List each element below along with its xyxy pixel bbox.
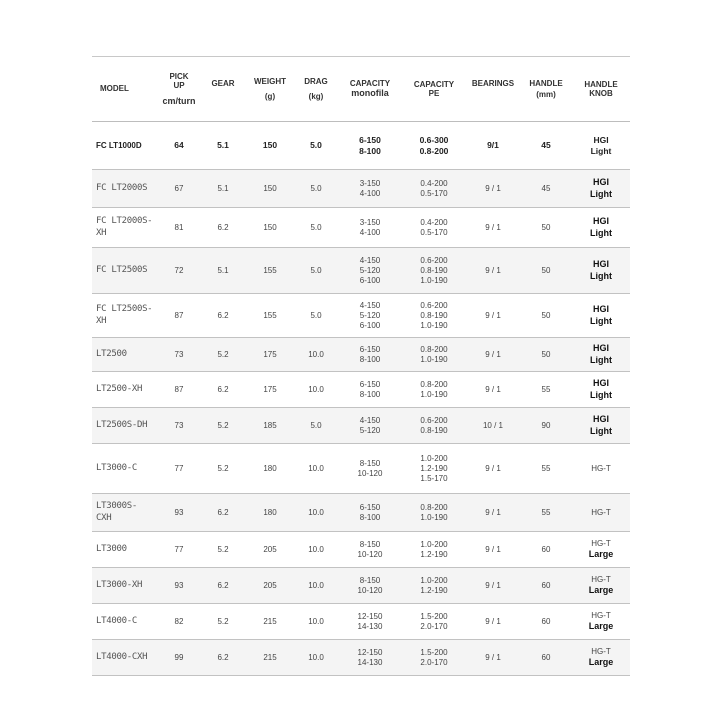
cell-gear: 5.2 bbox=[200, 444, 246, 494]
cell-line: 2.0-170 bbox=[420, 621, 448, 631]
table-row bbox=[92, 170, 630, 208]
cell-pickup: 77 bbox=[158, 532, 200, 568]
table-row bbox=[92, 532, 630, 568]
cell-line: 10-120 bbox=[357, 468, 383, 478]
cell-line: LT3000-XH bbox=[96, 579, 143, 590]
cell-line: 6-100 bbox=[359, 320, 381, 330]
cell-handle-knob bbox=[572, 122, 630, 170]
cell-capacity-pe bbox=[402, 208, 466, 248]
cell-drag: 10.0 bbox=[294, 372, 338, 408]
cell-line: 1.5-170 bbox=[420, 473, 448, 483]
cell-line: 6-150 bbox=[359, 379, 381, 389]
cell-handle: 50 bbox=[520, 294, 572, 338]
cell-line: LT3000S- bbox=[96, 501, 137, 512]
cell-line: 1.2-190 bbox=[420, 549, 448, 559]
cell-bearings: 9 / 1 bbox=[466, 208, 520, 248]
cell-weight: 215 bbox=[246, 604, 294, 640]
cell-model bbox=[92, 294, 158, 338]
knob-line: Large bbox=[588, 584, 614, 595]
cell-capacity-mono bbox=[338, 444, 402, 494]
knob-line: Large bbox=[588, 656, 614, 667]
knob-line: Large bbox=[588, 548, 614, 559]
cell-handle: 60 bbox=[520, 640, 572, 676]
knob-line: HGI bbox=[592, 216, 609, 227]
table-row bbox=[92, 122, 630, 170]
cell-handle-knob bbox=[572, 372, 630, 408]
cell-line: 0.4-200 bbox=[420, 178, 448, 188]
cell-handle-knob bbox=[572, 338, 630, 372]
cell-line: 3-150 bbox=[359, 178, 381, 188]
cell-pickup: 73 bbox=[158, 408, 200, 444]
header-pickup: PICK UP cm/turn bbox=[158, 57, 200, 122]
cell-capacity-mono bbox=[338, 604, 402, 640]
cell-handle-knob bbox=[572, 444, 630, 494]
cell-line: 8-150 bbox=[359, 458, 381, 468]
cell-gear: 5.1 bbox=[200, 170, 246, 208]
cell-line: LT4000-C bbox=[96, 615, 137, 626]
cell-pickup: 73 bbox=[158, 338, 200, 372]
cell-line: 5-120 bbox=[359, 265, 381, 275]
cell-line: 6-100 bbox=[359, 275, 381, 285]
cell-drag: 10.0 bbox=[294, 640, 338, 676]
cell-gear: 5.1 bbox=[200, 122, 246, 170]
knob-line: HG-T bbox=[591, 610, 611, 620]
cell-pickup: 81 bbox=[158, 208, 200, 248]
cell-weight: 155 bbox=[246, 248, 294, 294]
cell-drag: 10.0 bbox=[294, 568, 338, 604]
cell-handle-knob bbox=[572, 532, 630, 568]
knob-line: HGI bbox=[592, 259, 609, 270]
cell-line: 6-150 bbox=[359, 502, 381, 512]
cell-capacity-mono bbox=[338, 170, 402, 208]
knob-line: HGI bbox=[592, 304, 609, 315]
cell-weight: 180 bbox=[246, 494, 294, 532]
cell-line: 1.5-200 bbox=[420, 611, 448, 621]
cell-capacity-mono bbox=[338, 532, 402, 568]
cell-line: CXH bbox=[96, 512, 112, 523]
cell-handle: 60 bbox=[520, 532, 572, 568]
cell-capacity-pe bbox=[402, 568, 466, 604]
cell-model bbox=[92, 532, 158, 568]
cell-line: 8-150 bbox=[359, 575, 381, 585]
cell-weight: 150 bbox=[246, 170, 294, 208]
cell-capacity-pe bbox=[402, 294, 466, 338]
cell-handle: 45 bbox=[520, 122, 572, 170]
cell-line: 2.0-170 bbox=[420, 657, 448, 667]
header-capacity-mono: CAPACITY monofila bbox=[338, 57, 402, 122]
table-row bbox=[92, 640, 630, 676]
cell-line: 0.8-200 bbox=[419, 145, 449, 156]
cell-drag: 10.0 bbox=[294, 604, 338, 640]
header-drag: DRAG (kg) bbox=[294, 57, 338, 122]
cell-line: 0.5-170 bbox=[420, 188, 448, 198]
header-bearings: BEARINGS bbox=[466, 57, 520, 122]
knob-line: HG-T bbox=[591, 538, 611, 548]
cell-line: FC LT2500S bbox=[96, 264, 148, 275]
cell-capacity-pe bbox=[402, 604, 466, 640]
cell-line: 0.5-170 bbox=[420, 227, 448, 237]
cell-pickup: 87 bbox=[158, 294, 200, 338]
cell-drag: 5.0 bbox=[294, 122, 338, 170]
header-handle-unit: (mm) bbox=[536, 90, 556, 99]
cell-handle-knob bbox=[572, 640, 630, 676]
cell-line: 0.6-300 bbox=[419, 134, 449, 145]
cell-line: 10-120 bbox=[357, 549, 383, 559]
knob-line: HG-T bbox=[591, 463, 611, 473]
cell-line: LT3000 bbox=[96, 543, 127, 554]
cell-capacity-mono bbox=[338, 122, 402, 170]
cell-gear: 6.2 bbox=[200, 494, 246, 532]
knob-line: Light bbox=[590, 270, 612, 281]
cell-model bbox=[92, 444, 158, 494]
header-row bbox=[92, 57, 630, 122]
cell-line: LT3000-C bbox=[96, 462, 137, 473]
cell-handle-knob bbox=[572, 294, 630, 338]
cell-line: 0.8-190 bbox=[420, 310, 448, 320]
cell-drag: 5.0 bbox=[294, 408, 338, 444]
cell-line: 4-150 bbox=[359, 255, 381, 265]
cell-bearings: 9 / 1 bbox=[466, 532, 520, 568]
knob-line: HGI bbox=[592, 378, 609, 389]
cell-capacity-mono bbox=[338, 568, 402, 604]
cell-gear: 6.2 bbox=[200, 372, 246, 408]
cell-capacity-mono bbox=[338, 294, 402, 338]
cell-handle: 50 bbox=[520, 248, 572, 294]
table-row bbox=[92, 568, 630, 604]
cell-handle-knob bbox=[572, 408, 630, 444]
cell-handle: 45 bbox=[520, 170, 572, 208]
cell-line: 4-100 bbox=[359, 227, 381, 237]
knob-line: HG-T bbox=[591, 574, 611, 584]
cell-line: 14-130 bbox=[357, 621, 383, 631]
cell-line: 0.8-200 bbox=[420, 502, 448, 512]
cell-line: 8-100 bbox=[359, 389, 381, 399]
cell-pickup: 93 bbox=[158, 568, 200, 604]
cell-pickup: 77 bbox=[158, 444, 200, 494]
cell-line: 14-130 bbox=[357, 657, 383, 667]
cell-model bbox=[92, 372, 158, 408]
cell-line: 8-100 bbox=[359, 512, 381, 522]
cell-gear: 5.1 bbox=[200, 248, 246, 294]
cell-model bbox=[92, 604, 158, 640]
cell-pickup: 67 bbox=[158, 170, 200, 208]
cell-handle-knob bbox=[572, 170, 630, 208]
cell-handle: 55 bbox=[520, 372, 572, 408]
cell-capacity-pe bbox=[402, 122, 466, 170]
cell-gear: 6.2 bbox=[200, 568, 246, 604]
cell-capacity-pe bbox=[402, 640, 466, 676]
knob-line: HGI bbox=[592, 414, 609, 425]
cell-model bbox=[92, 122, 158, 170]
cell-gear: 5.2 bbox=[200, 604, 246, 640]
cell-line: 0.6-200 bbox=[420, 300, 448, 310]
cell-capacity-pe bbox=[402, 248, 466, 294]
cell-line: 4-100 bbox=[359, 188, 381, 198]
knob-line: Light bbox=[590, 145, 612, 156]
cell-drag: 5.0 bbox=[294, 248, 338, 294]
cell-weight: 150 bbox=[246, 122, 294, 170]
cell-line: 0.8-190 bbox=[420, 425, 448, 435]
knob-line: Light bbox=[590, 315, 612, 326]
cell-handle: 90 bbox=[520, 408, 572, 444]
cell-line: 1.0-190 bbox=[420, 275, 448, 285]
table-row bbox=[92, 248, 630, 294]
cell-model bbox=[92, 640, 158, 676]
cell-drag: 5.0 bbox=[294, 294, 338, 338]
cell-handle-knob bbox=[572, 208, 630, 248]
cell-weight: 215 bbox=[246, 640, 294, 676]
cell-weight: 155 bbox=[246, 294, 294, 338]
cell-capacity-mono bbox=[338, 372, 402, 408]
cell-bearings: 9 / 1 bbox=[466, 338, 520, 372]
cell-bearings: 9 / 1 bbox=[466, 444, 520, 494]
cell-line: 1.0-200 bbox=[420, 539, 448, 549]
cell-handle: 50 bbox=[520, 208, 572, 248]
table-row bbox=[92, 208, 630, 248]
cell-line: 5-120 bbox=[359, 310, 381, 320]
cell-line: 1.0-200 bbox=[420, 575, 448, 585]
cell-line: XH bbox=[96, 315, 107, 326]
cell-line: 1.2-190 bbox=[420, 585, 448, 595]
cell-handle-knob bbox=[572, 568, 630, 604]
reel-spec-table bbox=[92, 57, 630, 676]
cell-line: 6-150 bbox=[359, 134, 381, 145]
cell-bearings: 9 / 1 bbox=[466, 294, 520, 338]
cell-drag: 5.0 bbox=[294, 170, 338, 208]
cell-capacity-pe bbox=[402, 372, 466, 408]
cell-bearings: 9 / 1 bbox=[466, 568, 520, 604]
cell-pickup: 72 bbox=[158, 248, 200, 294]
table-row bbox=[92, 494, 630, 532]
knob-line: HGI bbox=[592, 343, 609, 354]
cell-capacity-pe bbox=[402, 532, 466, 568]
cell-handle: 60 bbox=[520, 568, 572, 604]
cell-weight: 205 bbox=[246, 532, 294, 568]
knob-line: HG-T bbox=[591, 507, 611, 517]
header-drag-unit: (kg) bbox=[308, 92, 324, 101]
cell-capacity-pe bbox=[402, 494, 466, 532]
cell-bearings: 9 / 1 bbox=[466, 170, 520, 208]
cell-gear: 5.2 bbox=[200, 532, 246, 568]
cell-line: FC LT2500S- bbox=[96, 304, 153, 315]
knob-line: HGI bbox=[592, 177, 609, 188]
cell-capacity-mono bbox=[338, 338, 402, 372]
cell-line: 8-150 bbox=[359, 539, 381, 549]
cell-drag: 10.0 bbox=[294, 444, 338, 494]
cell-line: 0.8-190 bbox=[420, 265, 448, 275]
cell-line: XH bbox=[96, 227, 107, 238]
cell-line: 12-150 bbox=[357, 647, 383, 657]
cell-bearings: 9 / 1 bbox=[466, 604, 520, 640]
header-gear: GEAR bbox=[200, 57, 246, 122]
cell-weight: 175 bbox=[246, 372, 294, 408]
cell-gear: 5.2 bbox=[200, 408, 246, 444]
cell-drag: 10.0 bbox=[294, 494, 338, 532]
cell-line: 0.6-200 bbox=[420, 415, 448, 425]
cell-line: 5-120 bbox=[359, 425, 381, 435]
table-row bbox=[92, 604, 630, 640]
cell-capacity-mono bbox=[338, 208, 402, 248]
cell-line: 1.0-200 bbox=[420, 453, 448, 463]
cell-drag: 5.0 bbox=[294, 208, 338, 248]
header-capacity-pe: CAPACITY PE bbox=[402, 57, 466, 122]
table-row bbox=[92, 444, 630, 494]
cell-line: 0.8-200 bbox=[420, 379, 448, 389]
cell-handle: 55 bbox=[520, 444, 572, 494]
knob-line: HGI bbox=[593, 134, 609, 145]
cell-weight: 185 bbox=[246, 408, 294, 444]
cell-line: LT4000-CXH bbox=[96, 651, 148, 662]
cell-line: 1.0-190 bbox=[420, 354, 448, 364]
knob-line: Light bbox=[590, 227, 612, 238]
cell-handle: 60 bbox=[520, 604, 572, 640]
cell-line: LT2500 bbox=[96, 348, 127, 359]
cell-capacity-pe bbox=[402, 338, 466, 372]
cell-weight: 175 bbox=[246, 338, 294, 372]
cell-gear: 6.2 bbox=[200, 640, 246, 676]
cell-handle-knob bbox=[572, 494, 630, 532]
cell-bearings: 9 / 1 bbox=[466, 494, 520, 532]
cell-gear: 6.2 bbox=[200, 208, 246, 248]
knob-line: Large bbox=[588, 620, 614, 631]
table-row bbox=[92, 294, 630, 338]
cell-model bbox=[92, 568, 158, 604]
cell-line: 8-100 bbox=[359, 354, 381, 364]
cell-line: 1.0-190 bbox=[420, 320, 448, 330]
cell-pickup: 99 bbox=[158, 640, 200, 676]
cell-line: 0.6-200 bbox=[420, 255, 448, 265]
cell-capacity-mono bbox=[338, 640, 402, 676]
cell-weight: 205 bbox=[246, 568, 294, 604]
cell-bearings: 9/1 bbox=[466, 122, 520, 170]
cell-capacity-pe bbox=[402, 170, 466, 208]
cell-line: FC LT2000S- bbox=[96, 216, 153, 227]
table-row bbox=[92, 408, 630, 444]
cell-line: FC LT1000D bbox=[96, 140, 142, 150]
cell-line: FC LT2000S bbox=[96, 182, 148, 193]
cell-model bbox=[92, 170, 158, 208]
cell-line: 0.4-200 bbox=[420, 217, 448, 227]
cell-line: 0.8-200 bbox=[420, 344, 448, 354]
cell-capacity-mono bbox=[338, 494, 402, 532]
cell-line: 6-150 bbox=[359, 344, 381, 354]
cell-model bbox=[92, 494, 158, 532]
header-handle: HANDLE (mm) bbox=[520, 57, 572, 122]
cell-bearings: 9 / 1 bbox=[466, 372, 520, 408]
header-capacity-mono-unit: monofila bbox=[351, 88, 389, 99]
cell-handle-knob bbox=[572, 248, 630, 294]
cell-drag: 10.0 bbox=[294, 532, 338, 568]
cell-model bbox=[92, 248, 158, 294]
cell-line: 1.5-200 bbox=[420, 647, 448, 657]
cell-capacity-mono bbox=[338, 248, 402, 294]
cell-line: 10-120 bbox=[357, 585, 383, 595]
cell-bearings: 9 / 1 bbox=[466, 248, 520, 294]
cell-bearings: 9 / 1 bbox=[466, 640, 520, 676]
cell-line: LT2500-XH bbox=[96, 383, 143, 394]
cell-line: 12-150 bbox=[357, 611, 383, 621]
cell-bearings: 10 / 1 bbox=[466, 408, 520, 444]
cell-line: 3-150 bbox=[359, 217, 381, 227]
cell-model bbox=[92, 338, 158, 372]
knob-line: Light bbox=[590, 354, 612, 365]
header-knob: HANDLE KNOB bbox=[572, 57, 630, 122]
cell-pickup: 93 bbox=[158, 494, 200, 532]
cell-line: 4-150 bbox=[359, 300, 381, 310]
cell-handle: 55 bbox=[520, 494, 572, 532]
cell-pickup: 82 bbox=[158, 604, 200, 640]
cell-model bbox=[92, 408, 158, 444]
cell-model bbox=[92, 208, 158, 248]
header-weight: WEIGHT (g) bbox=[246, 57, 294, 122]
cell-handle: 50 bbox=[520, 338, 572, 372]
cell-capacity-pe bbox=[402, 444, 466, 494]
knob-line: HG-T bbox=[591, 646, 611, 656]
cell-line: 1.0-190 bbox=[420, 512, 448, 522]
cell-line: 1.0-190 bbox=[420, 389, 448, 399]
table-row bbox=[92, 372, 630, 408]
cell-gear: 5.2 bbox=[200, 338, 246, 372]
cell-capacity-mono bbox=[338, 408, 402, 444]
cell-line: 4-150 bbox=[359, 415, 381, 425]
cell-line: 8-100 bbox=[359, 145, 381, 156]
header-pickup-unit: cm/turn bbox=[162, 96, 196, 107]
cell-line: 1.2-190 bbox=[420, 463, 448, 473]
cell-gear: 6.2 bbox=[200, 294, 246, 338]
knob-line: Light bbox=[590, 188, 612, 199]
cell-line: LT2500S-DH bbox=[96, 419, 148, 430]
table-row bbox=[92, 338, 630, 372]
cell-pickup: 87 bbox=[158, 372, 200, 408]
cell-pickup: 64 bbox=[158, 122, 200, 170]
cell-capacity-pe bbox=[402, 408, 466, 444]
header-model: MODEL bbox=[92, 57, 158, 122]
cell-handle-knob bbox=[572, 604, 630, 640]
cell-weight: 180 bbox=[246, 444, 294, 494]
header-weight-unit: (g) bbox=[264, 92, 276, 101]
cell-drag: 10.0 bbox=[294, 338, 338, 372]
knob-line: Light bbox=[590, 425, 612, 436]
cell-weight: 150 bbox=[246, 208, 294, 248]
knob-line: Light bbox=[590, 389, 612, 400]
